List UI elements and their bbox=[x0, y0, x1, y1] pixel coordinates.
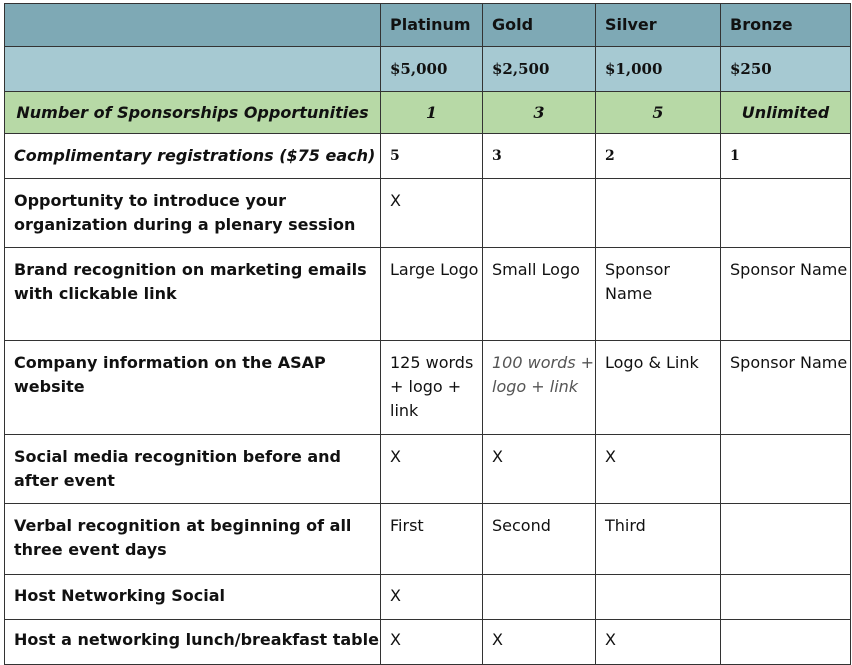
benefit-label: Host Networking Social bbox=[5, 575, 381, 620]
table-row bbox=[5, 341, 851, 435]
benefit-platinum: Large Logo bbox=[381, 248, 483, 341]
benefit-gold: 100 words + logo + link bbox=[483, 341, 596, 435]
benefit-bronze bbox=[721, 575, 851, 620]
benefit-platinum: 125 words + logo + link bbox=[381, 341, 483, 435]
opportunities-silver: 5 bbox=[596, 92, 721, 134]
benefit-label: Verbal recognition at beginning of all three event days bbox=[5, 504, 381, 575]
corner-cell bbox=[5, 4, 381, 47]
benefit-platinum: X bbox=[381, 620, 483, 665]
table-row bbox=[5, 435, 851, 504]
opportunities-platinum: 1 bbox=[381, 92, 483, 134]
price-silver: $1,000 bbox=[596, 47, 721, 92]
tier-silver: Silver bbox=[596, 4, 721, 47]
sponsorship-table bbox=[4, 3, 851, 665]
benefit-gold: Small Logo bbox=[483, 248, 596, 341]
complimentary-silver: 2 bbox=[596, 134, 721, 179]
benefit-platinum: First bbox=[381, 504, 483, 575]
benefit-silver bbox=[596, 575, 721, 620]
benefit-silver: X bbox=[596, 620, 721, 665]
benefit-bronze: Sponsor Name bbox=[721, 248, 851, 341]
price-row bbox=[5, 47, 851, 92]
benefit-silver: X bbox=[596, 435, 721, 504]
benefit-bronze bbox=[721, 620, 851, 665]
benefit-bronze bbox=[721, 504, 851, 575]
tier-gold: Gold bbox=[483, 4, 596, 47]
tier-platinum: Platinum bbox=[381, 4, 483, 47]
complimentary-label: Complimentary registrations ($75 each) bbox=[5, 134, 381, 179]
benefit-silver: Sponsor Name bbox=[596, 248, 721, 341]
table-row bbox=[5, 248, 851, 341]
benefit-gold bbox=[483, 179, 596, 248]
benefit-label: Opportunity to introduce your organization during a plenary session bbox=[5, 179, 381, 248]
benefit-platinum: X bbox=[381, 435, 483, 504]
benefit-gold: Second bbox=[483, 504, 596, 575]
table-row bbox=[5, 620, 851, 665]
benefit-gold: X bbox=[483, 435, 596, 504]
benefit-bronze bbox=[721, 435, 851, 504]
complimentary-gold: 3 bbox=[483, 134, 596, 179]
benefit-label: Host a networking lunch/breakfast table bbox=[5, 620, 381, 665]
complimentary-bronze: 1 bbox=[721, 134, 851, 179]
complimentary-platinum: 5 bbox=[381, 134, 483, 179]
opportunities-gold: 3 bbox=[483, 92, 596, 134]
benefit-platinum: X bbox=[381, 575, 483, 620]
benefit-label: Brand recognition on marketing emails with clickable link bbox=[5, 248, 381, 341]
benefit-silver: Third bbox=[596, 504, 721, 575]
benefit-bronze: Sponsor Name bbox=[721, 341, 851, 435]
tier-bronze: Bronze bbox=[721, 4, 851, 47]
benefit-label: Social media recognition before and after event bbox=[5, 435, 381, 504]
opportunities-row bbox=[5, 92, 851, 134]
benefit-silver: Logo & Link bbox=[596, 341, 721, 435]
table-row bbox=[5, 504, 851, 575]
price-platinum: $5,000 bbox=[381, 47, 483, 92]
price-gold: $2,500 bbox=[483, 47, 596, 92]
benefit-gold bbox=[483, 575, 596, 620]
opportunities-bronze: Unlimited bbox=[721, 92, 851, 134]
benefit-label: Company information on the ASAP website bbox=[5, 341, 381, 435]
tier-header-row bbox=[5, 4, 851, 47]
benefit-bronze bbox=[721, 179, 851, 248]
complimentary-row bbox=[5, 134, 851, 179]
table-row bbox=[5, 575, 851, 620]
benefit-platinum: X bbox=[381, 179, 483, 248]
benefit-gold: X bbox=[483, 620, 596, 665]
price-bronze: $250 bbox=[721, 47, 851, 92]
table-row bbox=[5, 179, 851, 248]
price-corner-cell bbox=[5, 47, 381, 92]
opportunities-label: Number of Sponsorships Opportunities bbox=[5, 92, 381, 134]
benefit-silver bbox=[596, 179, 721, 248]
